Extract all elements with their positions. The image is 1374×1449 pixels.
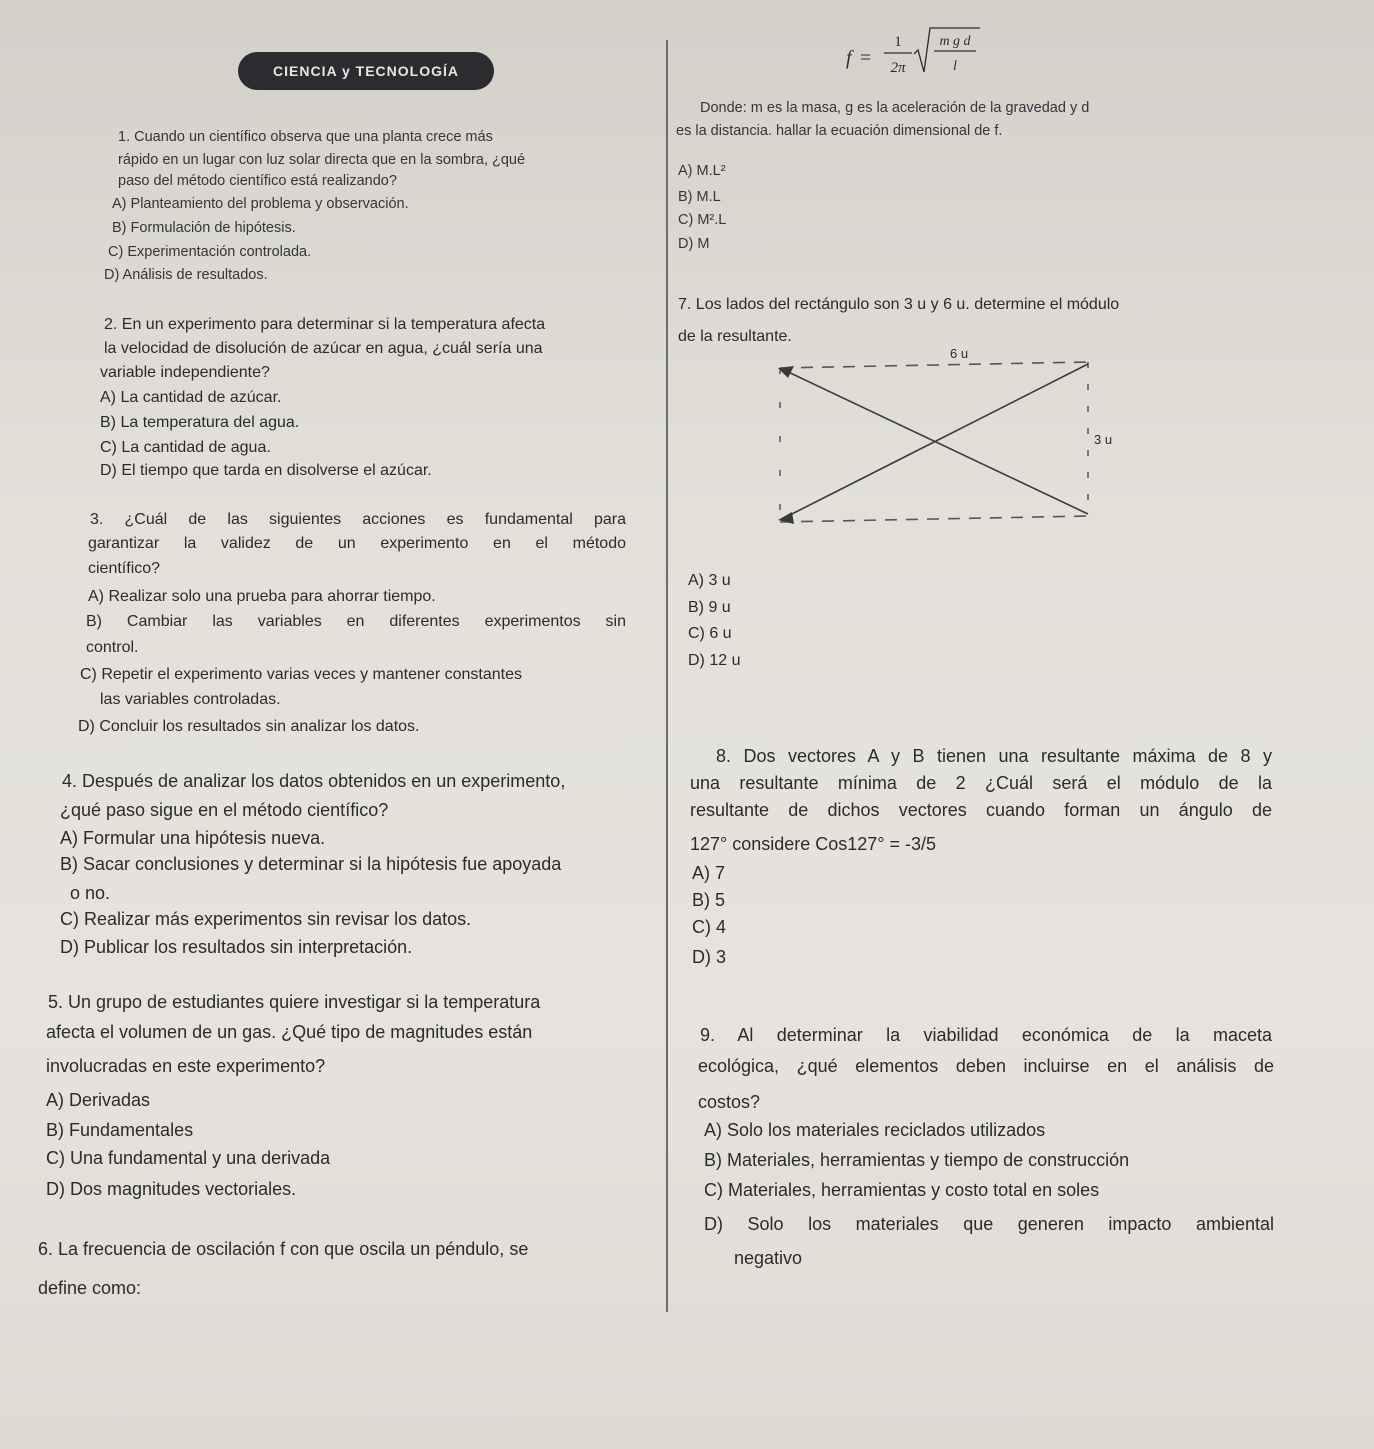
q6-option-d: D) M bbox=[678, 236, 710, 252]
formula-radicand-numerator: m g d bbox=[939, 34, 971, 49]
q1-line-3: paso del método científico está realizando? bbox=[118, 173, 397, 189]
q9-option-a: A) Solo los materiales reciclados utilizados bbox=[704, 1120, 1046, 1140]
q5-line-2: afecta el volumen de un gas. ¿Qué tipo de magnitudes están bbox=[46, 1022, 533, 1042]
q3-line-1: 3. ¿Cuál de las siguientes acciones es fundamental para bbox=[90, 511, 626, 528]
q9-line-3: costos? bbox=[698, 1092, 761, 1112]
q1-option-c: C) Experimentación controlada. bbox=[108, 244, 312, 260]
formula-denominator: 2π bbox=[890, 60, 906, 76]
q4-line-1: 4. Después de analizar los datos obtenidos en un experimento, bbox=[62, 771, 566, 791]
diagonal-vector-2 bbox=[784, 364, 1088, 518]
q4-option-a: A) Formular una hipótesis nueva. bbox=[60, 828, 326, 848]
q7-option-d: D) 12 u bbox=[688, 652, 741, 669]
rectangle-bottom-side bbox=[780, 516, 1088, 522]
diagonal-vector-1 bbox=[784, 370, 1088, 514]
side-label-right: 3 u bbox=[1094, 432, 1113, 447]
q6-line-1: 6. La frecuencia de oscilación f con que oscila un péndulo, se bbox=[38, 1239, 529, 1259]
q3-option-b-line-2: control. bbox=[86, 639, 139, 656]
q8-option-b: B) 5 bbox=[692, 890, 726, 910]
rectangle-vector-diagram bbox=[770, 340, 1113, 540]
q6-option-a: A) M.L² bbox=[678, 163, 726, 179]
side-label-top: 6 u bbox=[950, 346, 969, 361]
q9-option-c: C) Materiales, herramientas y costo total en soles bbox=[704, 1180, 1100, 1200]
q7-line-2: de la resultante. bbox=[678, 328, 792, 345]
q1-line-1: 1. Cuando un científico observa que una planta crece más bbox=[118, 129, 493, 145]
section-header-title: CIENCIA y TECNOLOGÍA bbox=[273, 63, 459, 79]
q7-line-1: 7. Los lados del rectángulo son 3 u y 6 u. determine el módulo bbox=[678, 296, 1120, 313]
q2-line-2: la velocidad de disolución de azúcar en agua, ¿cuál sería una bbox=[104, 340, 543, 357]
q3-option-c-line-1: C) Repetir el experimento varias veces y mantener constantes bbox=[80, 666, 522, 683]
q7-option-c: C) 6 u bbox=[688, 625, 732, 642]
q4-option-b-line-2: o no. bbox=[70, 883, 111, 903]
q2-option-a: A) La cantidad de azúcar. bbox=[100, 389, 282, 406]
q6-option-c: C) M².L bbox=[678, 212, 727, 228]
q9-option-b: B) Materiales, herramientas y tiempo de construcción bbox=[704, 1150, 1130, 1170]
formula-equals: = bbox=[860, 47, 872, 69]
q9-line-2: ecológica, ¿qué elementos deben incluirse en el análisis de bbox=[698, 1056, 1274, 1076]
q3-option-a: A) Realizar solo una prueba para ahorrar tiempo. bbox=[88, 588, 436, 605]
q6-where-line-2: es la distancia. hallar la ecuación dimensional de f. bbox=[676, 123, 1003, 139]
q3-line-2: garantizar la validez de un experimento en el método bbox=[88, 535, 626, 552]
formula-radicand-denominator: l bbox=[953, 59, 957, 74]
q4-line-2: ¿qué paso sigue en el método científico? bbox=[60, 800, 389, 820]
q9-option-d-line-2: negativo bbox=[734, 1248, 803, 1268]
q8-option-d: D) 3 bbox=[692, 947, 727, 967]
q2-option-b: B) La temperatura del agua. bbox=[100, 414, 300, 431]
q7-option-b: B) 9 u bbox=[688, 599, 731, 616]
q1-option-d: D) Análisis de resultados. bbox=[104, 267, 268, 283]
q8-line-3: resultante de dichos vectores cuando forman un ángulo de bbox=[690, 800, 1272, 820]
q5-line-1: 5. Un grupo de estudiantes quiere investigar si la temperatura bbox=[48, 992, 541, 1012]
q3-option-d: D) Concluir los resultados sin analizar los datos. bbox=[78, 718, 420, 735]
q2-option-c: C) La cantidad de agua. bbox=[100, 439, 271, 456]
formula-f: f bbox=[846, 47, 852, 69]
q5-option-c: C) Una fundamental y una derivada bbox=[46, 1148, 331, 1168]
q3-option-b-line-1: B) Cambiar las variables en diferentes experimentos sin bbox=[86, 613, 626, 630]
section-header-badge bbox=[238, 52, 494, 90]
q8-option-a: A) 7 bbox=[692, 863, 726, 883]
q8-line-1: 8. Dos vectores A y B tienen una resultante máxima de 8 y bbox=[716, 746, 1272, 766]
q1-option-a: A) Planteamiento del problema y observación. bbox=[112, 196, 409, 212]
q1-option-b: B) Formulación de hipótesis. bbox=[112, 220, 296, 236]
q3-option-c-line-2: las variables controladas. bbox=[100, 691, 281, 708]
q6-line-2: define como: bbox=[38, 1278, 142, 1298]
q5-option-b: B) Fundamentales bbox=[46, 1120, 194, 1140]
q8-line-2: una resultante mínima de 2 ¿Cuál será el módulo de la bbox=[690, 773, 1272, 793]
q8-line-4: 127° considere Cos127° = -3/5 bbox=[690, 834, 937, 854]
formula-numerator: 1 bbox=[894, 34, 902, 50]
q8-option-c: C) 4 bbox=[692, 917, 727, 937]
q2-option-d: D) El tiempo que tarda en disolverse el azúcar. bbox=[100, 462, 432, 479]
q2-line-3: variable independiente? bbox=[100, 364, 270, 381]
column-divider bbox=[666, 40, 668, 1312]
pendulum-frequency-formula bbox=[846, 20, 986, 80]
q9-line-1: 9. Al determinar la viabilidad económica de la maceta bbox=[700, 1025, 1272, 1045]
q6-where-line-1: Donde: m es la masa, g es la aceleración de la gravedad y d bbox=[700, 100, 1090, 116]
q2-line-1: 2. En un experimento para determinar si la temperatura afecta bbox=[104, 316, 546, 333]
q5-option-a: A) Derivadas bbox=[46, 1090, 151, 1110]
q1-line-2: rápido en un lugar con luz solar directa que en la sombra, ¿qué bbox=[118, 152, 526, 168]
q5-line-3: involucradas en este experimento? bbox=[46, 1056, 326, 1076]
q4-option-d: D) Publicar los resultados sin interpretación. bbox=[60, 937, 413, 957]
q6-option-b: B) M.L bbox=[678, 189, 721, 205]
q5-option-d: D) Dos magnitudes vectoriales. bbox=[46, 1179, 297, 1199]
rectangle-top-side bbox=[780, 362, 1088, 368]
q9-option-d-line-1: D) Solo los materiales que generen impacto ambiental bbox=[704, 1214, 1274, 1234]
q3-line-3: científico? bbox=[88, 560, 161, 577]
q7-option-a: A) 3 u bbox=[688, 572, 731, 589]
q4-option-c: C) Realizar más experimentos sin revisar los datos. bbox=[60, 909, 472, 929]
q4-option-b-line-1: B) Sacar conclusiones y determinar si la hipótesis fue apoyada bbox=[60, 854, 562, 874]
